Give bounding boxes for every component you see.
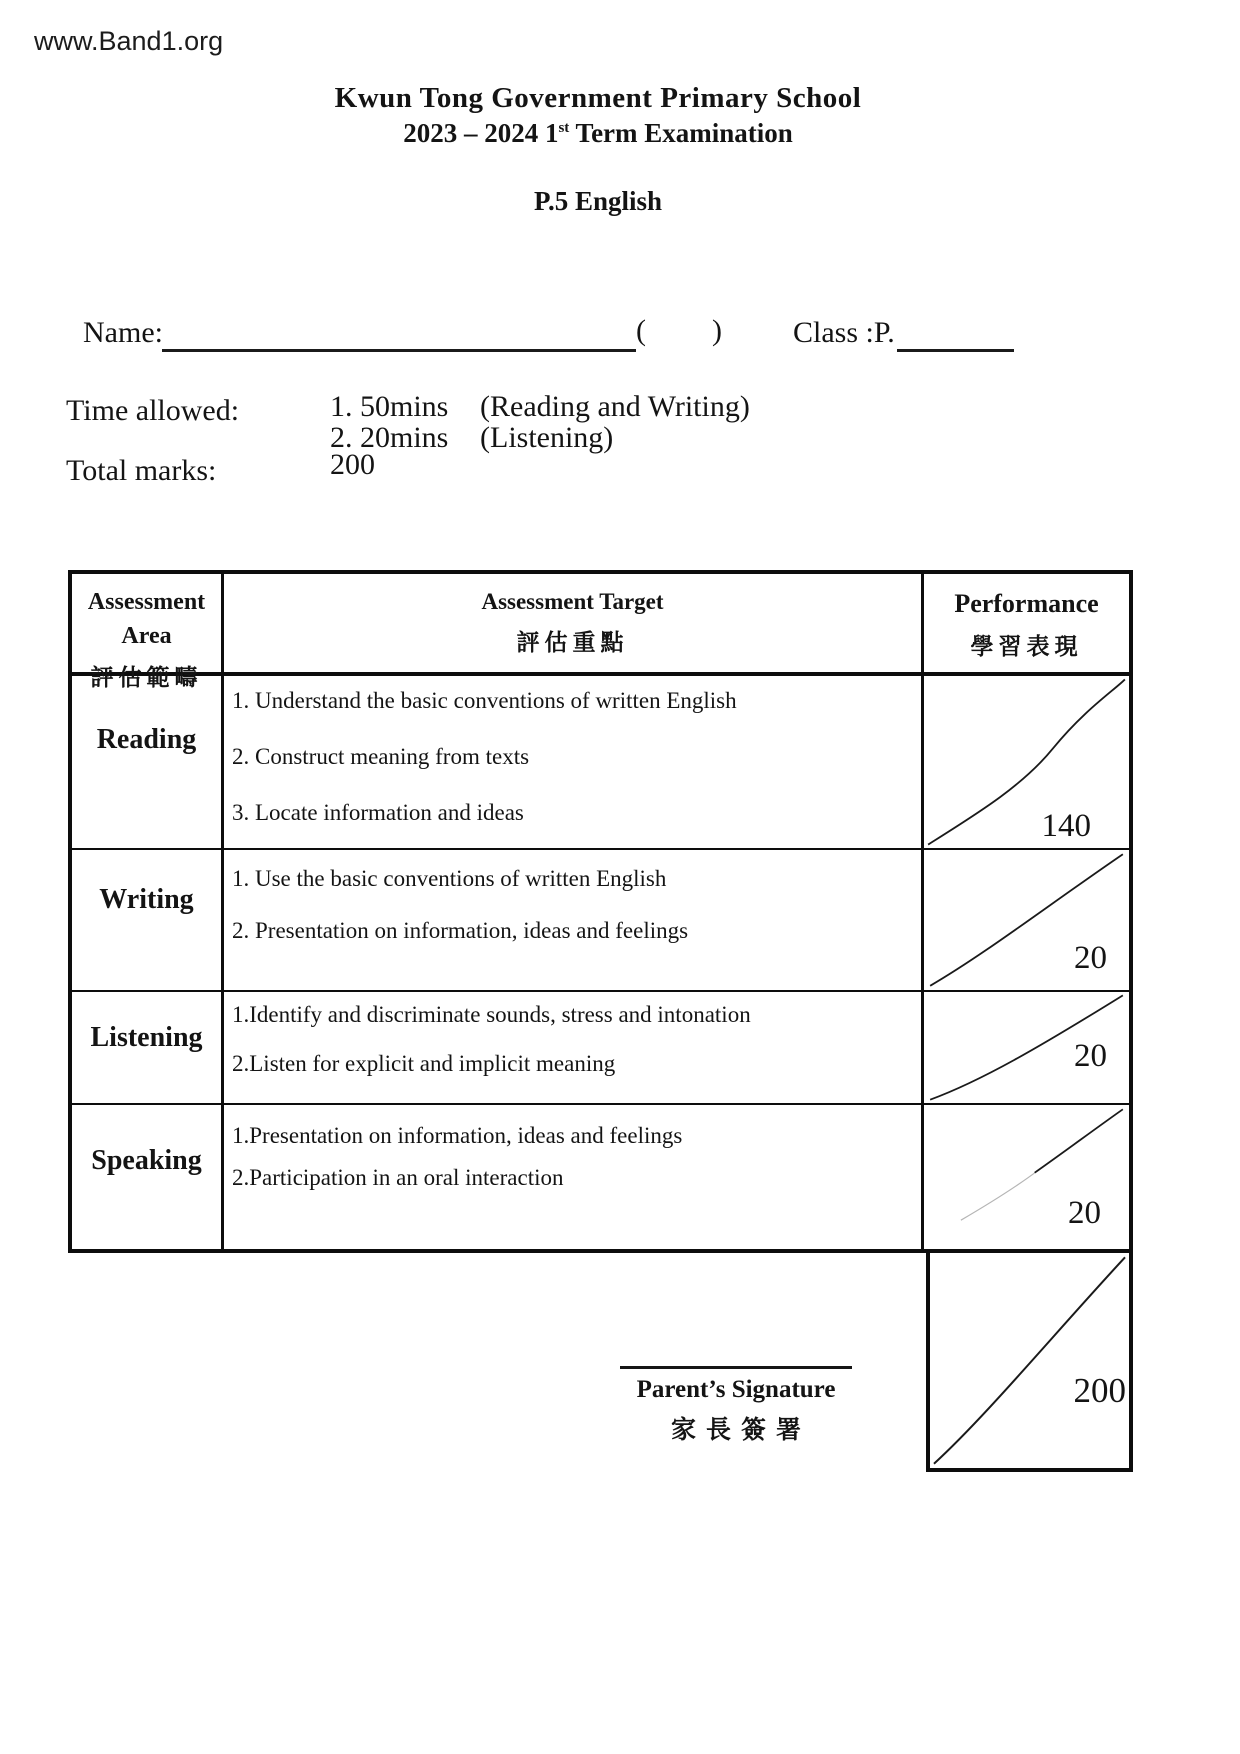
header-cell-performance [924,574,1129,676]
exam-term-prefix: 2023 – 2024 1 [403,118,559,148]
target-list-listening [224,992,924,1105]
performance-score-speaking: 20 [1068,1195,1101,1231]
target-item: 2.Listen for explicit and implicit meaning [232,1050,616,1076]
performance-cell-listening [924,992,1129,1105]
assessment-table [68,570,1133,1253]
header-area-en: Assessment Area [87,589,206,649]
target-item: 1. Understand the basic conventions of written English [232,688,737,713]
target-item: 1.Presentation on information, ideas and feelings [232,1123,683,1148]
area-label-writing: Writing [99,884,194,915]
total-marks-label: Total marks: [66,454,217,487]
target-list-speaking [224,1105,924,1249]
class-underline [897,349,1014,352]
area-label-listening: Listening [90,1022,203,1053]
watermark-url: www.Band1.org [34,26,224,56]
performance-score-listening: 20 [1074,1038,1107,1074]
name-underline [162,349,636,352]
header-target-en: Assessment Target [481,589,664,614]
target-list-writing [224,850,924,992]
parents-signature-label-zh: 家長簽署 [670,1417,811,1444]
total-marks-value: 200 [330,448,375,481]
time-part-1: (Reading and Writing) [480,390,750,423]
total-score-box [926,1249,1133,1472]
area-cell-writing [72,850,224,992]
performance-score-reading: 140 [1041,808,1091,844]
performance-cell-speaking [924,1105,1129,1249]
area-label-speaking: Speaking [91,1145,202,1176]
header-cell-target [224,574,924,676]
target-item: 2. Construct meaning from texts [232,743,530,769]
diagonal-line-icon [930,1253,1129,1468]
header-cell-area [72,574,224,691]
performance-score-writing: 20 [1074,940,1107,976]
subject-title: P.5 English [533,186,663,216]
performance-cell-writing [924,850,1129,992]
target-item: 2.Participation in an oral interaction [232,1164,564,1190]
header-area-zh: 評估範疇 [90,665,203,691]
time-part-2: (Listening) [480,421,614,454]
exam-term-line [0,118,1196,149]
header-target-zh: 評估重點 [516,630,629,656]
area-cell-reading [72,676,224,850]
parents-signature-label: Parent’s Signature [636,1376,836,1403]
class-label: Class :P. [793,316,895,349]
name-label: Name: [83,316,163,349]
parents-signature-line [620,1366,852,1369]
time-item-2: 2. 20mins [330,421,449,454]
area-cell-listening [72,992,224,1105]
target-item: 2. Presentation on information, ideas and feelings [232,917,689,943]
target-item: 1.Identify and discriminate sounds, stress and intonation [232,1002,751,1027]
total-score-value: 200 [1073,1371,1126,1410]
target-list-reading [224,676,924,850]
target-item: 3. Locate information and ideas [232,799,524,825]
paren-close: ) [712,314,722,347]
area-label-reading: Reading [96,724,197,755]
school-name: Kwun Tong Government Primary School [334,82,862,114]
target-item: 1. Use the basic conventions of written English [232,866,667,891]
header-performance-en: Performance [954,589,1099,618]
exam-term-suffix: Term Examination [569,118,793,148]
time-allowed-label: Time allowed: [66,394,240,427]
area-cell-speaking [72,1105,224,1249]
time-item-1: 1. 50mins [330,390,449,423]
diagonal-line-icon [924,676,1129,848]
header-performance-zh: 學習表現 [970,634,1083,660]
paren-open: ( [636,314,646,347]
performance-cell-reading [924,676,1129,850]
exam-term-ordinal: st [558,120,570,136]
